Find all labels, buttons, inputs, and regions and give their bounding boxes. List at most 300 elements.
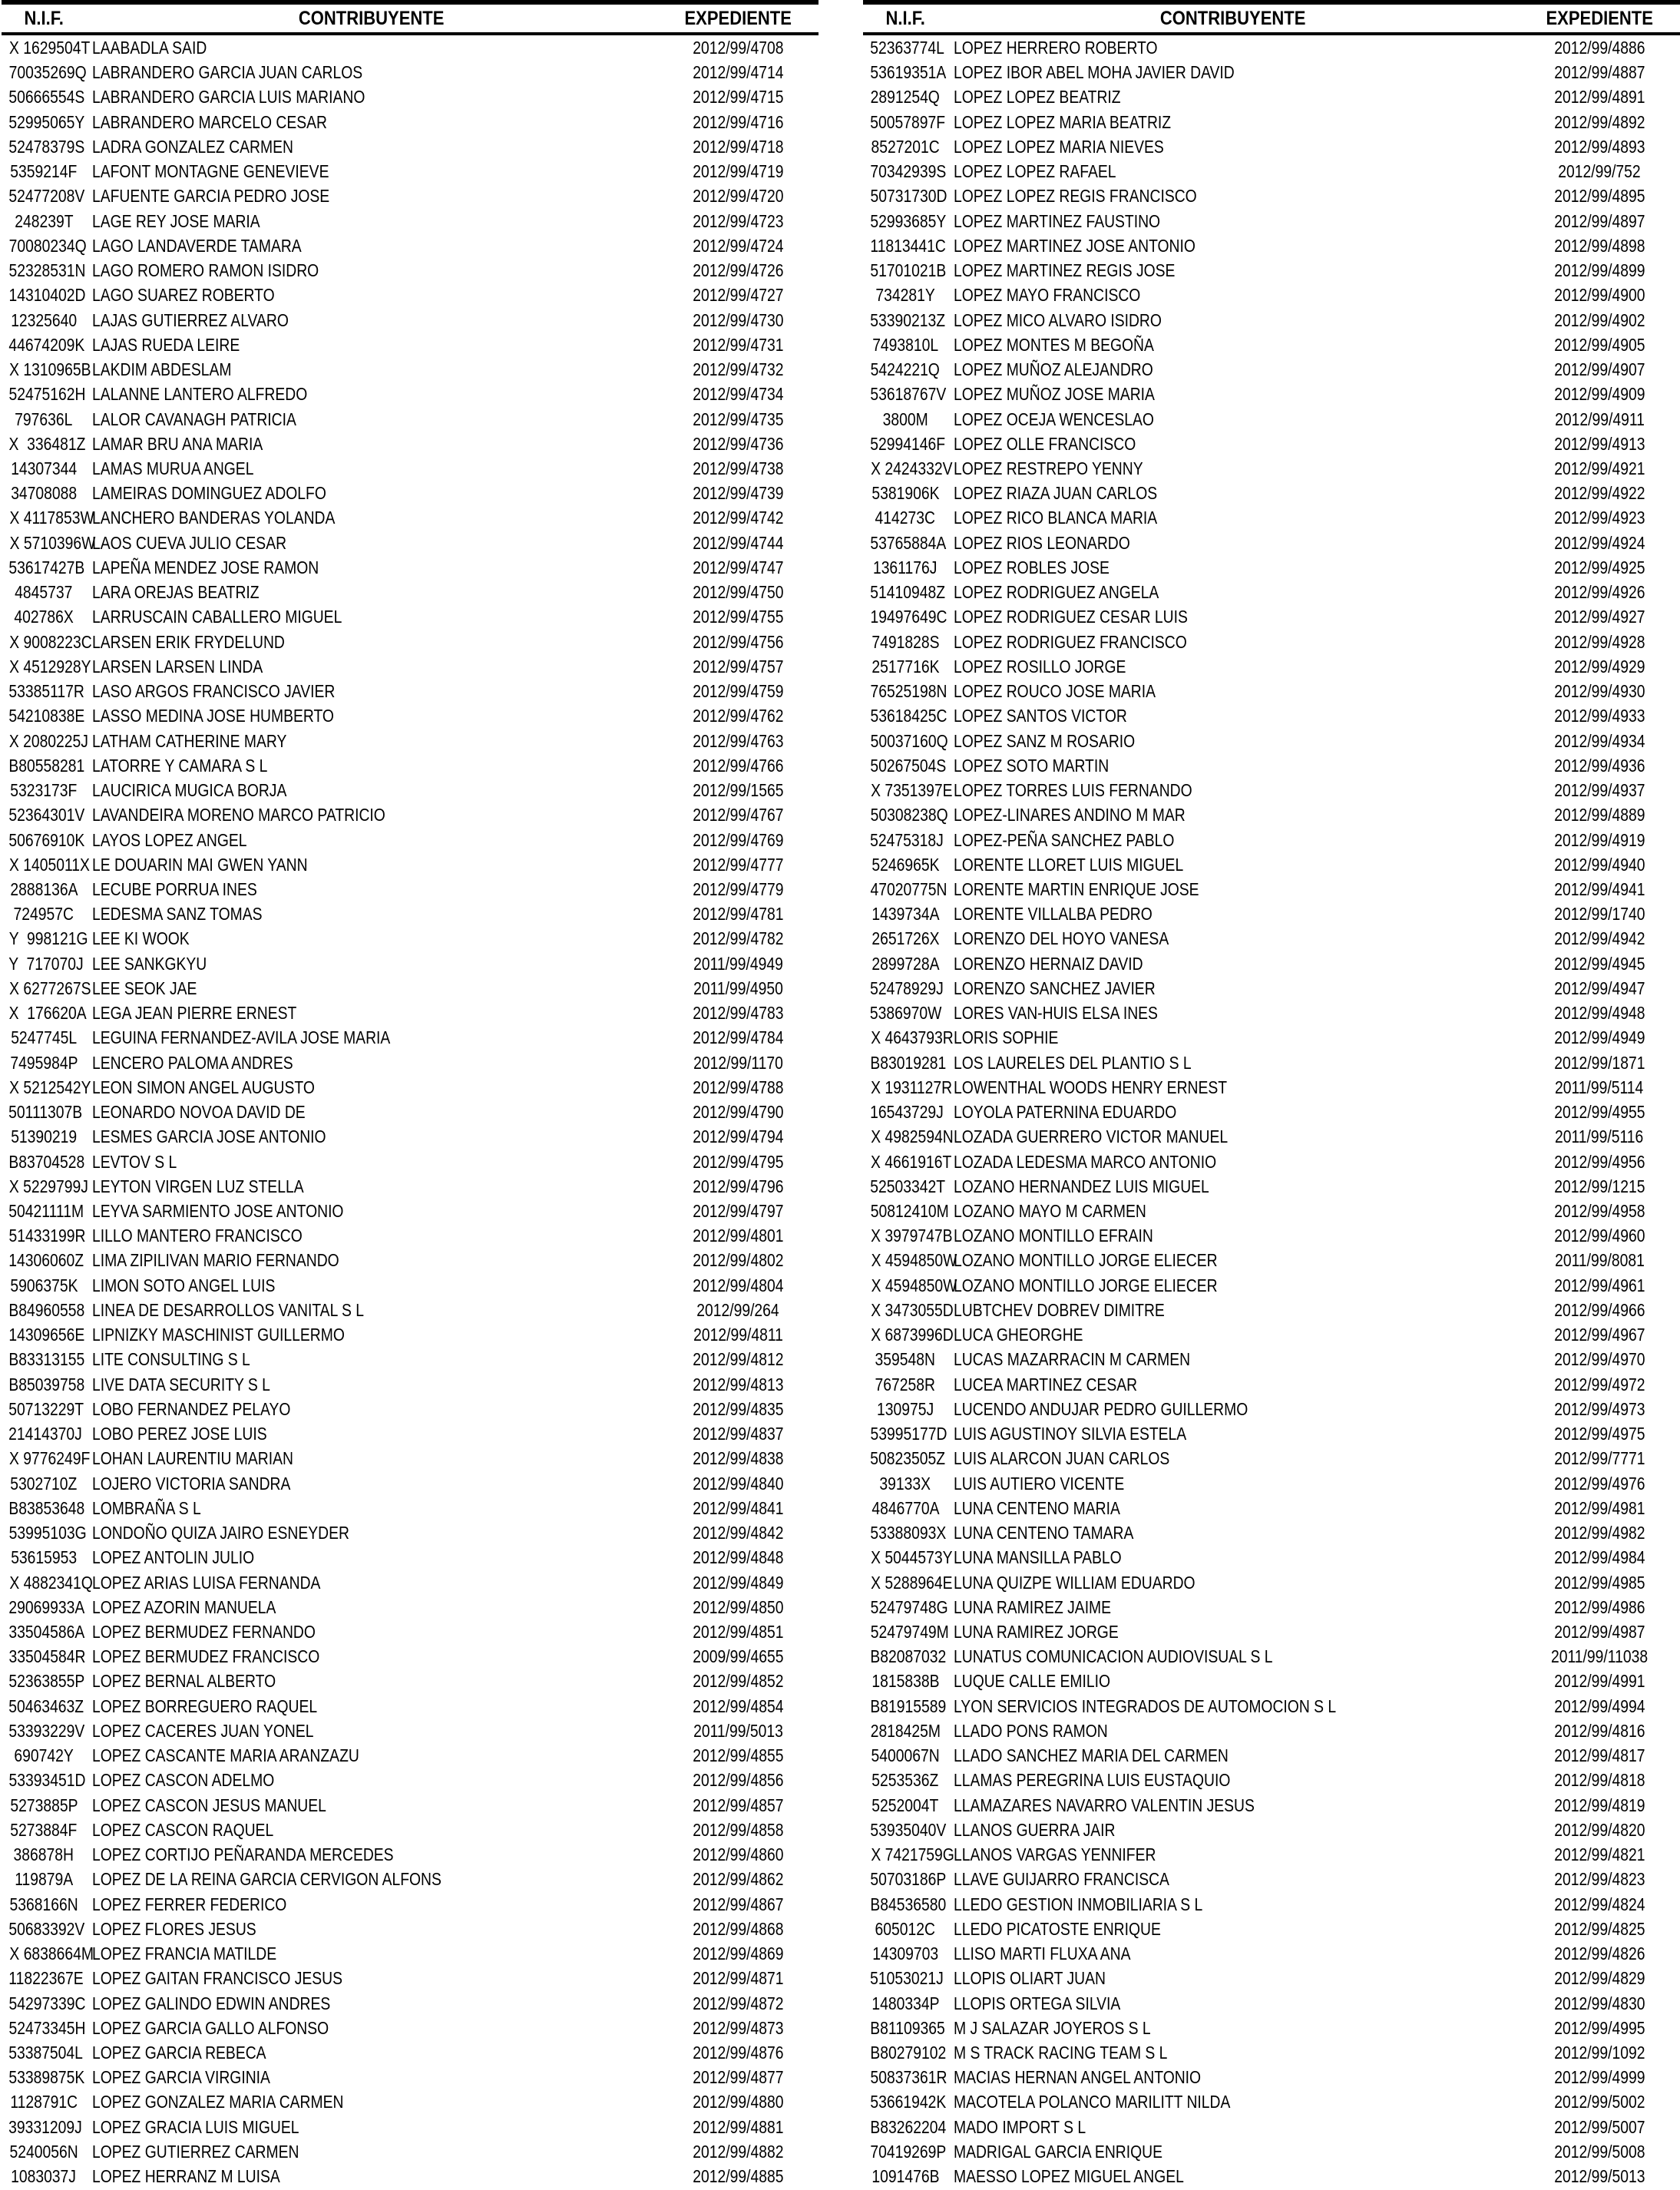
table-row	[2, 630, 819, 654]
expediente-cell: 2012/99/1170	[693, 1052, 783, 1073]
contribuyente-cell: LAGO ROMERO RAMON ISIDRO	[92, 260, 319, 281]
contribuyente-cell: LUCAS MAZARRACIN M CARMEN	[954, 1349, 1191, 1370]
table-row	[2, 877, 819, 901]
table-row	[863, 1941, 1680, 1966]
table-row	[863, 432, 1680, 456]
contribuyente-cell: LOPEZ CASCON ADELMO	[92, 1770, 275, 1791]
table-row	[863, 1347, 1680, 1371]
nif-cell: B81109365	[870, 2017, 945, 2038]
nif-cell: 51410948Z	[870, 582, 946, 603]
nif-cell: 797636L	[15, 409, 73, 429]
contribuyente-cell: MACOTELA POLANCO MARILITT NILDA	[954, 2092, 1231, 2112]
nif-cell: 767258R	[875, 1374, 936, 1394]
expediente-cell: 2012/99/4893	[1553, 136, 1645, 157]
expediente-cell: 2012/99/4934	[1553, 730, 1645, 751]
column-header-contribuyente: CONTRIBUYENTE	[86, 2, 657, 34]
table-row	[2, 2115, 819, 2139]
expediente-cell: 2012/99/1092	[1553, 2042, 1645, 2063]
table-row	[2, 1768, 819, 1792]
nif-cell: 52364301V	[8, 805, 85, 825]
contribuyente-cell: LARRUSCAIN CABALLERO MIGUEL	[92, 607, 342, 627]
expediente-cell: 2012/99/4958	[1553, 1201, 1645, 1222]
nif-cell: 130975J	[876, 1398, 934, 1419]
contribuyente-cell: LAABADLA SAID	[92, 38, 207, 58]
expediente-cell: 2012/99/4869	[692, 1944, 784, 1964]
nif-cell: 53617427B	[8, 557, 85, 577]
nif-cell: 248239T	[14, 210, 74, 231]
expediente-cell: 2012/99/4848	[692, 1547, 784, 1568]
table-row	[863, 382, 1680, 406]
nif-cell: 44674209K	[8, 334, 85, 355]
contribuyente-cell: LLOPIS OLIART JUAN	[954, 1968, 1106, 1989]
table-row	[863, 2115, 1680, 2139]
expediente-cell: 2012/99/4851	[692, 1622, 784, 1642]
contribuyente-cell: LOPEZ BERMUDEZ FERNANDO	[92, 1622, 316, 1642]
contribuyente-cell: LOPEZ ROSILLO JORGE	[954, 656, 1126, 677]
nif-cell: X 5288964E	[871, 1572, 953, 1593]
nif-cell: 119879A	[15, 1869, 73, 1890]
contribuyente-cell: LOPEZ RESTREPO YENNY	[954, 458, 1143, 478]
contribuyente-cell: LOZADA GUERRERO VICTOR MANUEL	[954, 1126, 1229, 1147]
nif-cell: 5424221Q	[870, 359, 941, 380]
contribuyente-cell: LLADO SANCHEZ MARIA DEL CARMEN	[954, 1745, 1229, 1766]
table-row	[863, 34, 1680, 60]
expediente-cell: 2012/99/4823	[1553, 1869, 1645, 1890]
expediente-cell: 2011/99/5013	[693, 1720, 783, 1741]
contribuyente-cell: LORENZO HERNAIZ DAVID	[954, 953, 1143, 974]
contribuyente-cell: LLAMAS PEREGRINA LUIS EUSTAQUIO	[954, 1770, 1231, 1791]
nif-cell: 5368166N	[9, 1894, 78, 1914]
contribuyente-cell: LOPEZ CASCON JESUS MANUEL	[92, 1795, 326, 1815]
table-header	[2, 2, 819, 34]
expediente-cell: 2012/99/4882	[692, 2141, 784, 2162]
table-row	[2, 456, 819, 481]
table-row	[2, 1941, 819, 1966]
contribuyente-cell: LIPNIZKY MASCHINIST GUILLERMO	[92, 1325, 345, 1345]
table-row	[863, 1397, 1680, 1421]
contribuyente-cell: LAMEIRAS DOMINGUEZ ADOLFO	[92, 483, 326, 504]
nif-cell: X 4982594N	[871, 1126, 954, 1147]
contribuyente-cell: LEGUINA FERNANDEZ-AVILA JOSE MARIA	[92, 1027, 391, 1048]
nif-cell: 52994146F	[870, 433, 946, 454]
table-row	[863, 1619, 1680, 1644]
nif-cell: 19497649C	[870, 607, 947, 627]
table-row	[863, 1273, 1680, 1298]
nif-cell: X 4594850W	[871, 1275, 957, 1295]
table-row	[863, 1867, 1680, 1891]
nif-cell: 50823505Z	[870, 1448, 946, 1469]
nif-cell: X 2424332V	[871, 458, 953, 478]
nif-cell: 50812410M	[870, 1201, 949, 1222]
nif-cell: 14310402D	[8, 285, 86, 306]
contribuyente-cell: LEVTOV S L	[92, 1151, 177, 1172]
table-row	[2, 308, 819, 332]
table-row	[863, 1446, 1680, 1470]
contribuyente-cell: LOBO FERNANDEZ PELAYO	[92, 1398, 291, 1419]
table-row	[863, 505, 1680, 530]
expediente-cell: 2011/99/4949	[693, 953, 783, 974]
contribuyente-cell: LOPEZ LOPEZ REGIS FRANCISCO	[954, 186, 1197, 207]
table-row	[863, 1694, 1680, 1719]
table-row	[863, 802, 1680, 827]
nif-cell: X 3473055D	[871, 1299, 954, 1320]
expediente-cell: 2012/99/4970	[1553, 1349, 1645, 1370]
expediente-cell: 2012/99/4949	[1553, 1027, 1645, 1048]
contribuyente-cell: LUCA GHEORGHE	[954, 1325, 1083, 1345]
table-row	[2, 34, 819, 60]
expediente-cell: 2012/99/1565	[692, 780, 784, 801]
expediente-cell: 2012/99/4769	[692, 829, 784, 850]
expediente-cell: 2012/99/4919	[1553, 829, 1645, 850]
table-row	[863, 1174, 1680, 1199]
nif-cell: 53661942K	[870, 2092, 947, 2112]
contribuyente-cell: LATHAM CATHERINE MARY	[92, 730, 287, 751]
nif-cell: 52479749M	[870, 1622, 949, 1642]
expediente-cell: 2012/99/4858	[692, 1819, 784, 1840]
table-row	[863, 233, 1680, 258]
table-row	[2, 1743, 819, 1768]
expediente-cell: 2012/99/4857	[692, 1795, 784, 1815]
table-row	[2, 1075, 819, 1100]
expediente-cell: 2012/99/4826	[1553, 1944, 1645, 1964]
table-row	[863, 976, 1680, 1001]
expediente-cell: 2012/99/4811	[693, 1325, 783, 1345]
nif-cell: 1128791C	[10, 2092, 78, 2112]
expediente-cell: 2012/99/4873	[692, 2017, 784, 2038]
nif-cell: X 4594850W	[871, 1250, 957, 1271]
expediente-cell: 2012/99/4995	[1553, 2017, 1645, 2038]
expediente-cell: 2012/99/4821	[1553, 1844, 1645, 1865]
contribuyente-cell: LOS LAURELES DEL PLANTIO S L	[954, 1052, 1192, 1073]
nif-cell: 21414370J	[8, 1424, 82, 1444]
expediente-cell: 2012/99/4819	[1553, 1795, 1645, 1815]
contribuyente-cell: LOPEZ CASCON RAQUEL	[92, 1819, 274, 1840]
contribuyente-cell: LAGO SUAREZ ROBERTO	[92, 285, 275, 306]
expediente-cell: 2012/99/4967	[1553, 1325, 1645, 1345]
nif-cell: 724957C	[13, 904, 74, 925]
table-row	[2, 1818, 819, 1842]
table-row	[2, 654, 819, 679]
contribuyente-cell: LAUCIRICA MUGICA BORJA	[92, 780, 287, 801]
table-row	[2, 382, 819, 406]
table-row	[2, 209, 819, 233]
expediente-cell: 2012/99/4840	[692, 1473, 784, 1494]
contribuyente-cell: LLADO PONS RAMON	[954, 1720, 1108, 1741]
expediente-cell: 2012/99/4923	[1553, 508, 1645, 528]
table-row	[863, 1471, 1680, 1496]
expediente-cell: 2012/99/4936	[1553, 755, 1645, 776]
table-row	[863, 828, 1680, 852]
nif-cell: 53390213Z	[870, 309, 946, 330]
table-row	[863, 209, 1680, 233]
table-row	[2, 580, 819, 604]
expediente-cell: 2012/99/4927	[1553, 607, 1645, 627]
contribuyente-cell: LEDESMA SANZ TOMAS	[92, 904, 263, 925]
table-row	[863, 60, 1680, 84]
expediente-cell: 2012/99/4889	[1553, 805, 1645, 825]
expediente-cell: 2012/99/5007	[1553, 2116, 1645, 2137]
contribuyente-cell: LEON SIMON ANGEL AUGUSTO	[92, 1077, 315, 1097]
table-row	[863, 654, 1680, 679]
contribuyente-cell: LUNATUS COMUNICACION AUDIOVISUAL S L	[954, 1646, 1273, 1667]
expediente-cell: 2012/99/4987	[1553, 1622, 1645, 1642]
nif-cell: 3800M	[882, 409, 928, 429]
table-row	[863, 531, 1680, 555]
expediente-cell: 2012/99/4781	[692, 904, 784, 925]
expediente-cell: 2012/99/4973	[1553, 1398, 1645, 1419]
expediente-cell: 2012/99/4820	[1553, 1819, 1645, 1840]
expediente-cell: 2012/99/4738	[692, 458, 784, 478]
contribuyente-cell: LENCERO PALOMA ANDRES	[92, 1052, 293, 1073]
contribuyente-cell: LAFUENTE GARCIA PEDRO JOSE	[92, 186, 330, 207]
table-row	[2, 679, 819, 703]
expediente-cell: 2012/99/4818	[1553, 1770, 1645, 1791]
expediente-cell: 2012/99/4876	[692, 2042, 784, 2063]
nif-cell: 50676910K	[8, 829, 85, 850]
table-row	[2, 531, 819, 555]
expediente-cell: 2012/99/4739	[692, 483, 784, 504]
table-row	[2, 407, 819, 432]
contribuyente-cell: LUCEA MARTINEZ CESAR	[954, 1374, 1138, 1394]
nif-cell: 5400067N	[871, 1745, 940, 1766]
contribuyente-cell: LAFONT MONTAGNE GENEVIEVE	[92, 161, 329, 182]
expediente-cell: 2012/99/4900	[1553, 285, 1645, 306]
expediente-cell: 2012/99/4804	[692, 1275, 784, 1295]
nif-cell: 52363855P	[8, 1671, 85, 1692]
table-row	[2, 1991, 819, 2016]
nif-cell: 5246965K	[871, 854, 940, 875]
expediente-cell: 2012/99/4838	[692, 1448, 784, 1469]
nif-cell: 50267504S	[870, 755, 947, 776]
table-row	[863, 1001, 1680, 1025]
expediente-cell: 2012/99/4862	[692, 1869, 784, 1890]
contribuyente-cell: LORENTE LLORET LUIS MIGUEL	[954, 854, 1184, 875]
table-row	[2, 1001, 819, 1025]
expediente-cell: 2012/99/4881	[692, 2116, 784, 2137]
nif-cell: X 1629504T	[9, 38, 91, 58]
table-row	[863, 901, 1680, 926]
nif-cell: 11822367E	[8, 1968, 84, 1989]
contribuyente-cell: LESMES GARCIA JOSE ANTONIO	[92, 1126, 326, 1147]
expediente-cell: 2012/99/4783	[692, 1003, 784, 1024]
nif-cell: 51390219	[11, 1126, 77, 1147]
expediente-cell: 2012/99/4941	[1553, 878, 1645, 899]
nif-cell: 5323173F	[10, 780, 78, 801]
expediente-cell: 2012/99/4880	[692, 2092, 784, 2112]
nif-cell: 52328531N	[8, 260, 86, 281]
table-row	[2, 1842, 819, 1867]
nif-cell: X 3979747B	[871, 1226, 953, 1246]
contribuyente-cell: LIVE DATA SECURITY S L	[92, 1374, 270, 1394]
table-row	[863, 1669, 1680, 1693]
nif-cell: Y 717070J	[8, 953, 84, 974]
contribuyente-cell: LOPEZ RIAZA JUAN CARLOS	[954, 483, 1158, 504]
table-row	[863, 1372, 1680, 1397]
contribuyente-cell: LEE KI WOOK	[92, 928, 190, 949]
expediente-cell: 2012/99/4975	[1553, 1424, 1645, 1444]
table-row	[2, 778, 819, 802]
contribuyente-cell: LOPEZ MARTINEZ REGIS JOSE	[954, 260, 1176, 281]
contribuyente-cell: LOPEZ LOPEZ MARIA BEATRIZ	[954, 111, 1172, 132]
table-row	[2, 1619, 819, 1644]
contribuyente-cell: LEE SEOK JAE	[92, 978, 197, 998]
nif-cell: 50683392V	[8, 1918, 85, 1939]
contribuyente-cell: LOZANO MONTILLO JORGE ELIECER	[954, 1250, 1218, 1271]
expediente-cell: 2012/99/4735	[692, 409, 784, 429]
expediente-cell: 2012/99/4933	[1553, 706, 1645, 726]
contribuyente-cell: LOPEZ ARIAS LUISA FERNANDA	[92, 1572, 321, 1593]
expediente-cell: 2012/99/4742	[692, 508, 784, 528]
nif-cell: 1083037J	[11, 2166, 77, 2187]
table-row	[2, 110, 819, 134]
expediente-cell: 2012/99/4905	[1553, 334, 1645, 355]
table-row	[2, 555, 819, 580]
table-row	[2, 1520, 819, 1545]
contribuyente-cell: LONDOÑO QUIZA JAIRO ESNEYDER	[92, 1523, 349, 1543]
header-row	[2, 2, 819, 34]
nif-cell: 51053021J	[870, 1968, 944, 1989]
table-row	[2, 2016, 819, 2040]
nif-cell: X 9776249F	[9, 1448, 91, 1469]
table-row	[863, 703, 1680, 728]
table-row	[2, 1248, 819, 1272]
nif-cell: 14309703	[872, 1944, 938, 1964]
nif-cell: 7495984P	[9, 1052, 78, 1073]
nif-cell: 52995065Y	[8, 111, 85, 132]
table-row	[863, 1199, 1680, 1223]
nif-cell: 53388093X	[870, 1523, 947, 1543]
table-row	[2, 1719, 819, 1743]
nif-cell: X 2080225J	[8, 730, 88, 751]
nif-cell: 8527201C	[871, 136, 940, 157]
nif-cell: 51433199R	[8, 1226, 86, 1246]
expediente-cell: 2012/99/4960	[1553, 1226, 1645, 1246]
expediente-cell: 2012/99/4930	[1553, 681, 1645, 702]
nif-cell: X 4117853W	[9, 508, 94, 528]
contribuyente-cell: LAMAS MURUA ANGEL	[92, 458, 254, 478]
contribuyente-cell: LUNA QUIZPE WILLIAM EDUARDO	[954, 1572, 1196, 1593]
nif-cell: X 4512928Y	[9, 656, 91, 677]
table-row	[863, 2089, 1680, 2114]
table-row	[863, 1100, 1680, 1124]
expediente-cell: 2012/99/4852	[692, 1671, 784, 1692]
expediente-cell: 2012/99/4797	[692, 1201, 784, 1222]
expediente-cell: 2012/99/4755	[692, 607, 784, 627]
nif-cell: 734281Y	[875, 285, 935, 306]
table-row	[2, 505, 819, 530]
nif-cell: B85039758	[8, 1374, 85, 1394]
expediente-cell: 2012/99/4928	[1553, 631, 1645, 652]
table-row	[863, 1025, 1680, 1050]
nif-cell: 53618425C	[870, 706, 947, 726]
contribuyente-cell: LOPEZ BERNAL ALBERTO	[92, 1671, 276, 1692]
contribuyente-cell: LOHAN LAURENTIU MARIAN	[92, 1448, 293, 1469]
table-row	[863, 332, 1680, 357]
contribuyente-cell: LEYVA SARMIENTO JOSE ANTONIO	[92, 1201, 344, 1222]
expediente-cell: 2012/99/4897	[1553, 210, 1645, 231]
nif-cell: 50463463Z	[8, 1695, 84, 1716]
contribuyente-cell: LOPEZ IBOR ABEL MOHA JAVIER DAVID	[954, 62, 1235, 83]
table-row	[2, 283, 819, 307]
table-row	[863, 951, 1680, 976]
expediente-cell: 2012/99/4732	[692, 359, 784, 380]
contribuyente-cell: LUNA MANSILLA PABLO	[954, 1547, 1122, 1568]
contribuyente-cell: LOPEZ LOPEZ MARIA NIEVES	[954, 136, 1164, 157]
table-row	[2, 1150, 819, 1174]
table-row	[863, 1545, 1680, 1570]
expediente-cell: 2012/99/4788	[692, 1077, 784, 1097]
table-row	[2, 1124, 819, 1149]
contribuyente-cell: LOPEZ ANTOLIN JULIO	[92, 1547, 255, 1568]
table-row	[863, 2016, 1680, 2040]
expediente-cell: 2012/99/4762	[692, 706, 784, 726]
expediente-cell: 2012/99/4825	[1553, 1918, 1645, 1939]
table-row	[2, 1793, 819, 1818]
expediente-cell: 2012/99/4842	[692, 1523, 784, 1543]
contribuyente-cell: LOPEZ FRANCIA MATILDE	[92, 1944, 277, 1964]
contribuyente-cell: LOJERO VICTORIA SANDRA	[92, 1473, 291, 1494]
expediente-cell: 2012/99/4714	[692, 62, 784, 83]
table-row	[863, 308, 1680, 332]
nif-cell: 51701021B	[870, 260, 947, 281]
nif-cell: 50731730D	[870, 186, 947, 207]
table-row	[2, 2139, 819, 2164]
nif-cell: B83019281	[870, 1052, 947, 1073]
contribuyente-cell: LOPEZ GUTIERREZ CARMEN	[92, 2141, 299, 2162]
nif-cell: 50837361R	[870, 2067, 947, 2088]
expediente-cell: 2012/99/4790	[692, 1102, 784, 1123]
contribuyente-cell: LUIS ALARCON JUAN CARLOS	[954, 1448, 1170, 1469]
contribuyente-cell: LOPEZ OLLE FRANCISCO	[954, 433, 1136, 454]
contribuyente-cell: M S TRACK RACING TEAM S L	[954, 2042, 1168, 2063]
contribuyente-cell: LOPEZ MONTES M BEGOÑA	[954, 334, 1154, 355]
expediente-cell: 2012/99/1215	[1553, 1176, 1645, 1196]
table-row	[2, 604, 819, 629]
table-row	[2, 1917, 819, 1941]
contribuyente-cell: LOPEZ MARTINEZ JOSE ANTONIO	[954, 235, 1196, 256]
contribuyente-cell: LLOPIS ORTEGA SILVIA	[954, 1993, 1121, 2013]
contribuyente-cell: LOPEZ MUÑOZ ALEJANDRO	[954, 359, 1153, 380]
table-row	[2, 1050, 819, 1075]
nif-cell: 34708088	[11, 483, 77, 504]
nif-cell: 4846770A	[871, 1497, 940, 1518]
contribuyente-cell: LOZANO MONTILLO EFRAIN	[954, 1226, 1153, 1246]
expediente-cell: 2012/99/4784	[692, 1027, 784, 1048]
table-row	[2, 852, 819, 877]
expediente-cell: 2012/99/4956	[1553, 1151, 1645, 1172]
table-row	[2, 481, 819, 505]
nif-cell: 76525198N	[870, 681, 947, 702]
expediente-cell: 2012/99/4715	[692, 87, 784, 108]
table-row	[863, 1793, 1680, 1818]
table-row	[2, 432, 819, 456]
nif-cell: 52478929J	[870, 978, 944, 998]
contribuyente-cell: LOWENTHAL WOODS HENRY ERNEST	[954, 1077, 1228, 1097]
nif-cell: 16543729J	[870, 1102, 944, 1123]
nif-cell: 70419269P	[870, 2141, 947, 2162]
expediente-cell: 2012/99/4925	[1553, 557, 1645, 577]
table-row	[2, 1570, 819, 1595]
contribuyente-cell: LOPEZ-LINARES ANDINO M MAR	[954, 805, 1186, 825]
nif-cell: 53615953	[11, 1547, 77, 1568]
table-row	[863, 1520, 1680, 1545]
nif-cell: 52475318J	[870, 829, 944, 850]
contribuyente-cell: LE DOUARIN MAI GWEN YANN	[92, 854, 308, 875]
nif-cell: 2651726X	[871, 928, 940, 949]
contribuyente-cell: LOPEZ ROBLES JOSE	[954, 557, 1110, 577]
contribuyente-cell: LOPEZ GARCIA VIRGINIA	[92, 2067, 270, 2088]
contribuyente-cell: LOPEZ FLORES JESUS	[92, 1918, 256, 1939]
